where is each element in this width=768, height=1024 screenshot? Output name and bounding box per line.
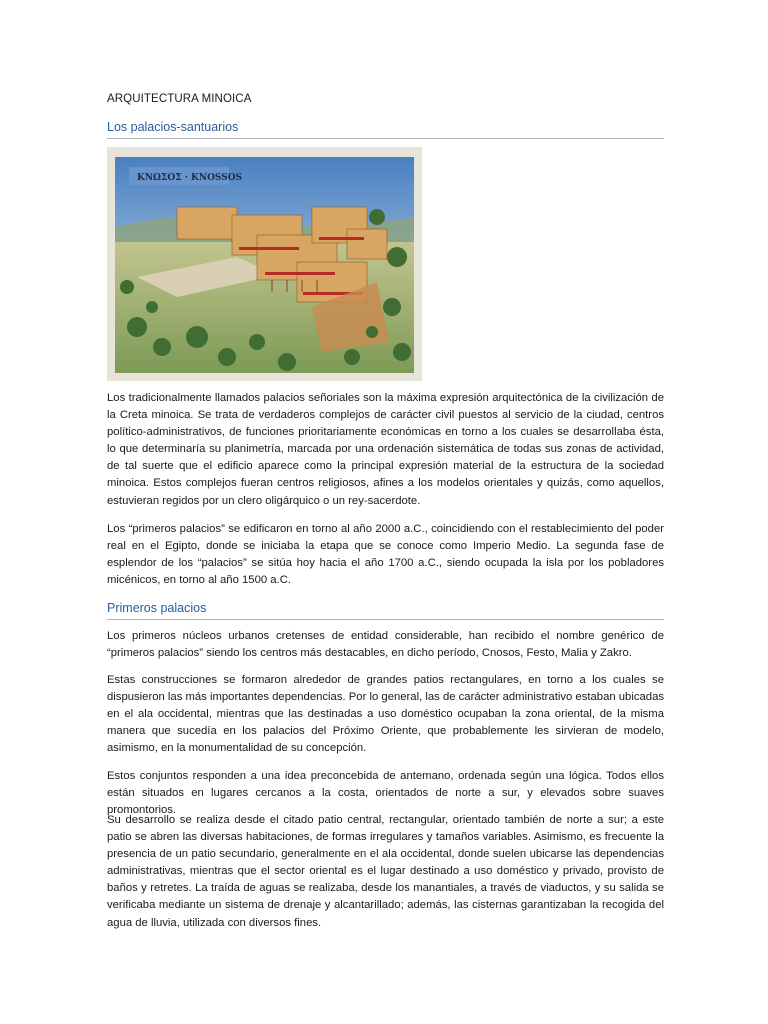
- section-heading-palacios-santuarios: Los palacios-santuarios: [107, 120, 664, 139]
- paragraph: Estas construcciones se formaron alrededor de grandes patios rectangulares, en torno a los cuales se dispusieron las más importantes dependencias. Por lo general, las de carácter administrativo estaban ubicadas en el ala occidental, mientras que las destinadas a uso doméstico ocupaban la zona oriental, de la misma manera que sucedía en los palacios del Próximo Oriente, que probablemente les sirvieran de modelo, asimismo, en la monumentalidad de su concepción.: [107, 674, 664, 755]
- paragraph: Los “primeros palacios” se edificaron en torno al año 2000 a.C., coincidiendo con el restablecimiento del poder real en el Egipto, donde se iniciaba la etapa que se conoce como Imperio Medio. La segunda fase de esplendor de los “palacios” se sitúa hoy hacia el año 1700 a.C., siendo ocupada la isla por los pobladores micénicos, en torno al año 1500 a.C.: [107, 523, 664, 587]
- document-title: ARQUITECTURA MINOICA: [107, 93, 252, 105]
- paragraph: Estos conjuntos responden a una idea preconcebida de antemano, ordenada según una lógica. Todos ellos están situados en lugares cercanos a la costa, orientados de norte a sur, y elevados sobre suaves promontorios.: [107, 770, 664, 817]
- paragraph: Su desarrollo se realiza desde el citado patio central, rectangular, orientado también de norte a sur; a este patio se abren las diversas habitaciones, de formas irregulares y tamaños variables. Asimismo, es frecuente la presencia de un patio secundario, generalmente en el ala occidental, donde suelen ubicarse las dependencias administrativas, mientras que el sector oriental es el lugar destinado a uso doméstico y privado, provisto de baños y retretes. La traída de aguas se realizaba, desde los manantiales, a través de viaductos, y su salida se verificaba mediante un sistema de drenaje y alcantarillado; además, las cisternas garantizaban la recogida del agua de lluvia, utilizada con diversos fines.: [107, 814, 664, 929]
- paragraph: Los primeros núcleos urbanos cretenses de entidad considerable, han recibido el nombre genérico de “primeros palacios” siendo los centros más destacables, en dicho período, Cnosos, Festo, Malia y Zakro.: [107, 630, 664, 660]
- illustration-caption: ΚΝΩΣΟΣ · KNOSSOS: [137, 173, 243, 183]
- paragraph: Los tradicionalmente llamados palacios señoriales son la máxima expresión arquitectónica de la civilización de la Creta minoica. Se trata de verdaderos complejos de carácter civil puestos al servicio de la ciudad, centros político-administrativos, de funciones prioritariamente económicas en torno a los cuales se desarrollaba ésta, lo que determinaría su planimetría, marcada por una ordenación sistemática de todas sus zonas de actividad, de tal suerte que el edificio aparece como la principal expresión material de la estructura de la sociedad minoica. Estos complejos fueran centros religiosos, afines a los modelos orientales y quizás, como aquellos, estuvieran regidos por un clero oligárquico o un rey-sacerdote.: [107, 392, 664, 507]
- section-heading-primeros-palacios: Primeros palacios: [107, 601, 664, 620]
- knossos-illustration: [107, 147, 422, 381]
